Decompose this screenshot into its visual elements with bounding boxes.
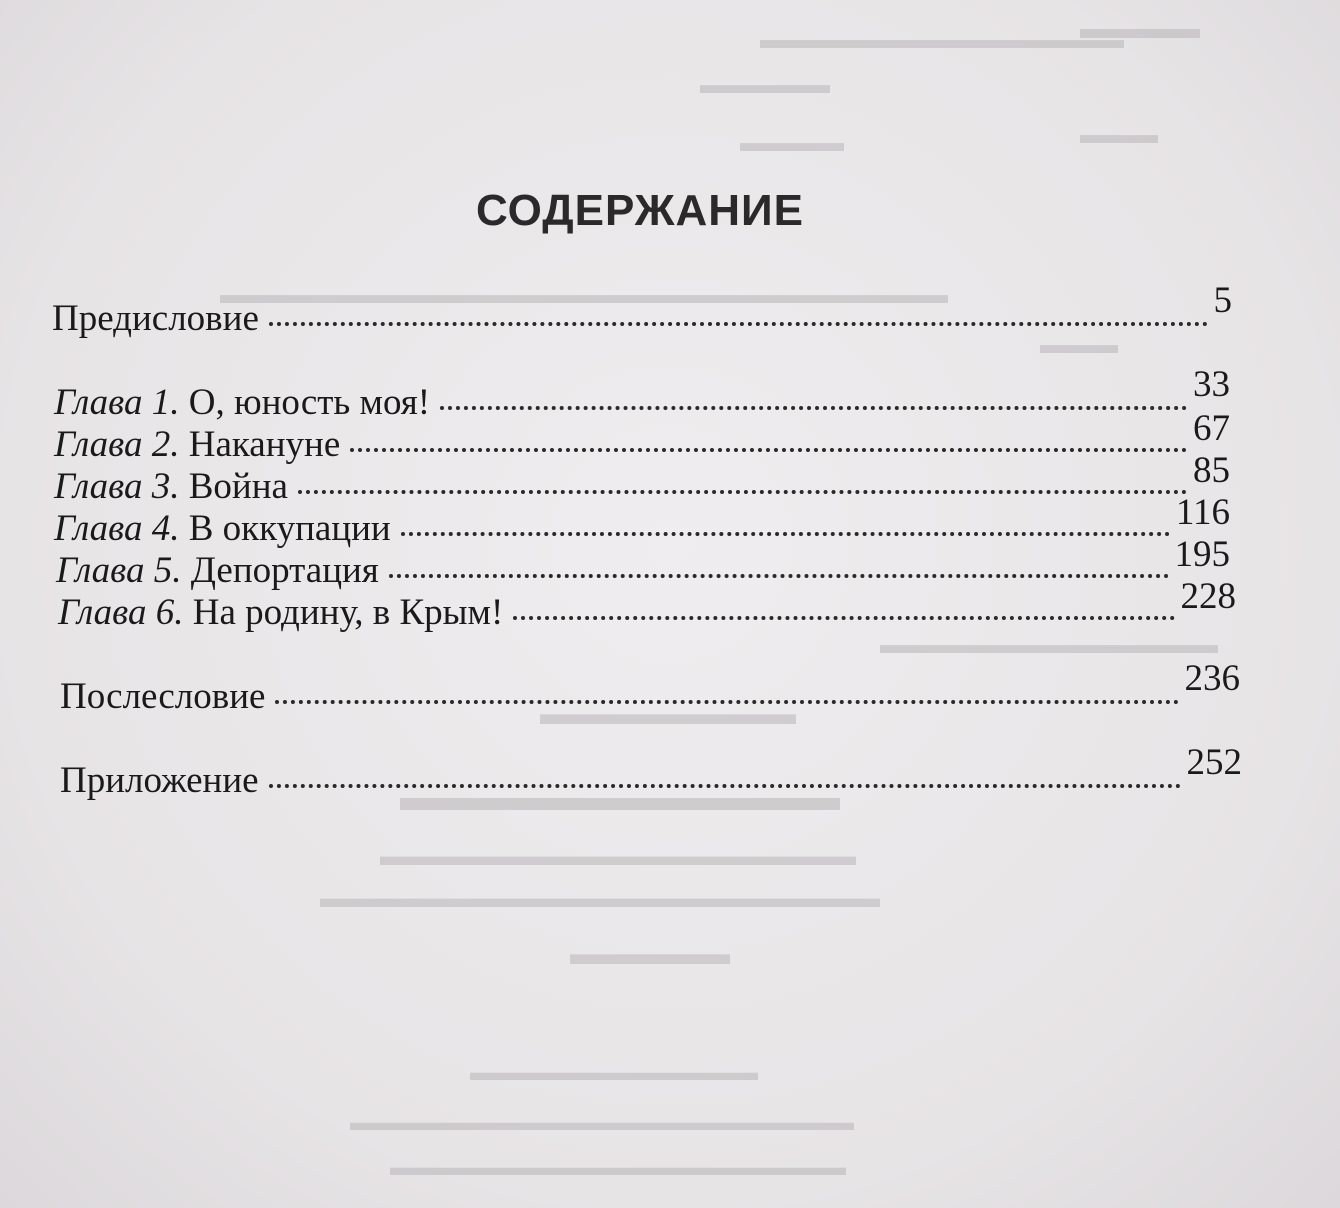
toc-entry-chapter-3: [54, 450, 1230, 508]
show-through-text: ▬▬▬▬▬: [700, 70, 830, 99]
toc-entry-chapter-1: [54, 364, 1230, 424]
toc-page-number: 252: [1186, 742, 1242, 783]
toc-entry-label: Предисловие: [52, 298, 259, 339]
toc-page-number: 67: [1193, 408, 1230, 449]
toc-page-number: 116: [1175, 492, 1230, 533]
toc-entry-chapter-4: [54, 492, 1230, 550]
show-through-text: ▬▬▬▬▬▬▬▬▬▬▬: [400, 775, 840, 819]
toc-leader-dots: [389, 574, 1169, 578]
show-through-text: ▬▬▬▬▬▬▬▬▬▬▬▬▬▬: [760, 25, 1124, 54]
toc-leader-dots: [275, 700, 1178, 704]
toc-leader-dots: [298, 490, 1187, 494]
show-through-text: ▬▬▬▬▬▬▬▬: [540, 695, 796, 731]
toc-entry-label: Глава 4. В оккупации: [54, 508, 391, 549]
toc-entry-label: Приложение: [60, 760, 259, 801]
toc-entry-label: Глава 2. Накануне: [54, 424, 341, 465]
show-through-text: ▬▬▬▬▬▬▬▬▬▬▬▬: [470, 1060, 758, 1086]
toc-entry-appendix: [60, 742, 1242, 802]
toc-entry-label: Глава 5. Депортация: [56, 550, 379, 591]
show-through-text: ▬▬▬▬: [1080, 12, 1200, 45]
show-through-text: ▬▬▬▬▬▬▬▬▬▬▬▬▬▬▬▬▬▬▬▬▬▬▬▬▬▬▬▬: [220, 280, 948, 309]
toc-page-number: 85: [1193, 450, 1230, 491]
page-title: СОДЕРЖАНИЕ: [475, 186, 805, 235]
toc-entry-label: Глава 3. Война: [54, 466, 288, 507]
show-through-text: ▬▬▬: [1080, 120, 1158, 149]
show-through-text: ▬▬▬▬▬▬▬▬▬▬▬▬▬▬▬▬▬▬▬▬▬: [350, 1110, 854, 1136]
show-through-text: ▬▬▬▬▬▬▬▬▬▬▬▬▬▬▬▬▬▬▬: [390, 1155, 846, 1181]
toc-page-number: 5: [1213, 280, 1232, 321]
toc-entry-chapter-2: [54, 408, 1230, 466]
toc-page-number: 195: [1174, 534, 1230, 575]
toc-entry-chapter-6: [58, 576, 1236, 634]
show-through-text: ▬▬▬▬▬▬▬▬▬▬▬▬▬▬▬▬▬▬▬▬: [320, 882, 880, 913]
toc-leader-dots: [440, 406, 1187, 410]
toc-page-number: 236: [1184, 658, 1240, 699]
toc-entry-label: Глава 6. На родину, в Крым!: [58, 592, 504, 633]
toc-leader-dots: [269, 322, 1208, 326]
toc-leader-dots: [401, 532, 1170, 536]
toc-leader-dots: [269, 784, 1181, 788]
toc-entry-preface: [52, 280, 1232, 340]
toc-entry-label: Послесловие: [60, 676, 266, 717]
show-through-text: ▬▬▬▬: [740, 128, 844, 157]
show-through-text: ▬▬▬▬▬▬▬▬▬▬▬▬▬▬▬▬▬: [380, 840, 856, 871]
show-through-text: ▬▬▬▬▬▬▬▬▬▬▬▬▬: [880, 630, 1218, 659]
toc-entry-chapter-5: [56, 534, 1230, 592]
show-through-text: ▬▬▬▬▬: [570, 935, 730, 971]
show-through-text: ▬▬▬: [1040, 330, 1118, 359]
toc-entry-afterword: [60, 658, 1240, 718]
toc-leader-dots: [513, 616, 1174, 620]
toc-leader-dots: [350, 448, 1187, 452]
toc-page-number: 228: [1180, 576, 1236, 617]
toc-entry-label: Глава 1. О, юность моя!: [54, 382, 431, 423]
toc-page-number: 33: [1193, 364, 1230, 405]
